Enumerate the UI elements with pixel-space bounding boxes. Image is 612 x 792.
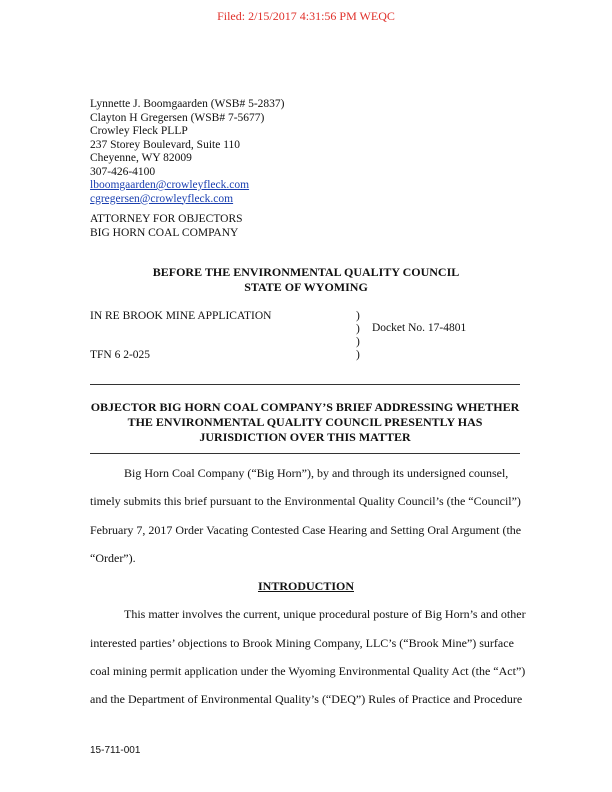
introduction-heading: INTRODUCTION (257, 579, 354, 593)
body-line: timely submits this brief pursuant to the Environmental Quality Council’s (the “Council”) (90, 494, 521, 508)
council-line-2: STATE OF WYOMING (244, 280, 368, 294)
counsel-line: Cheyenne, WY 82009 (90, 152, 192, 164)
caption-paren: ) (356, 310, 360, 322)
body-line: Big Horn Coal Company (“Big Horn”), by and through its undersigned counsel, (124, 466, 509, 480)
body-line: “Order”). (90, 551, 136, 565)
filed-stamp: Filed: 2/15/2017 4:31:56 PM WEQC (217, 9, 395, 23)
body-line: This matter involves the current, unique procedural posture of Big Horn’s and other (124, 607, 526, 621)
brief-title-line-3: JURISDICTION OVER THIS MATTER (199, 430, 411, 444)
caption-paren: ) (356, 349, 360, 361)
counsel-line: Clayton H Gregersen (WSB# 7-5677) (90, 111, 265, 124)
caption-tfn: TFN 6 2-025 (90, 349, 151, 361)
caption-matter: IN RE BROOK MINE APPLICATION (90, 310, 272, 322)
docket-number: Docket No. 17-4801 (372, 322, 467, 334)
body-line: February 7, 2017 Order Vacating Contested Case Hearing and Setting Oral Argument (the (90, 523, 522, 537)
divider-bottom (90, 453, 520, 454)
counsel-line: 307-426-4100 (90, 165, 156, 178)
brief-title-line-2: THE ENVIRONMENTAL QUALITY COUNCIL PRESENTLY HAS (127, 415, 483, 429)
council-line-1: BEFORE THE ENVIRONMENTAL QUALITY COUNCIL (152, 265, 460, 279)
email-link-gregersen[interactable]: cgregersen@crowleyfleck.com (90, 192, 234, 205)
caption-paren: ) (356, 323, 360, 335)
body-line: and the Department of Environmental Quality’s (“DEQ”) Rules of Practice and Procedure (90, 692, 523, 706)
counsel-block (90, 98, 285, 206)
council-heading (0, 265, 612, 295)
body-line: coal mining permit application under the Wyoming Environmental Quality Act (the “Act”) (90, 664, 526, 678)
divider-top (90, 384, 520, 385)
caption-paren: ) (356, 336, 360, 348)
attorney-for-line: BIG HORN COAL COMPANY (90, 226, 239, 239)
attorney-for-block (90, 213, 243, 240)
counsel-line: Lynnette J. Boomgaarden (WSB# 5-2837) (90, 98, 285, 110)
counsel-line: Crowley Fleck PLLP (90, 125, 188, 137)
attorney-for-line: ATTORNEY FOR OBJECTORS (90, 213, 243, 225)
email-link-boomgaarden[interactable]: lboomgaarden@crowleyfleck.com (90, 179, 250, 191)
counsel-line: 237 Storey Boulevard, Suite 110 (90, 138, 241, 151)
brief-title-line-1: OBJECTOR BIG HORN COAL COMPANY’S BRIEF ADDRESSING WHETHER (90, 400, 520, 414)
body-line: interested parties’ objections to Brook Mining Company, LLC’s (“Brook Mine”) surface (90, 636, 514, 650)
brief-title (90, 400, 520, 445)
document-number: 15-711-001 (90, 745, 141, 756)
